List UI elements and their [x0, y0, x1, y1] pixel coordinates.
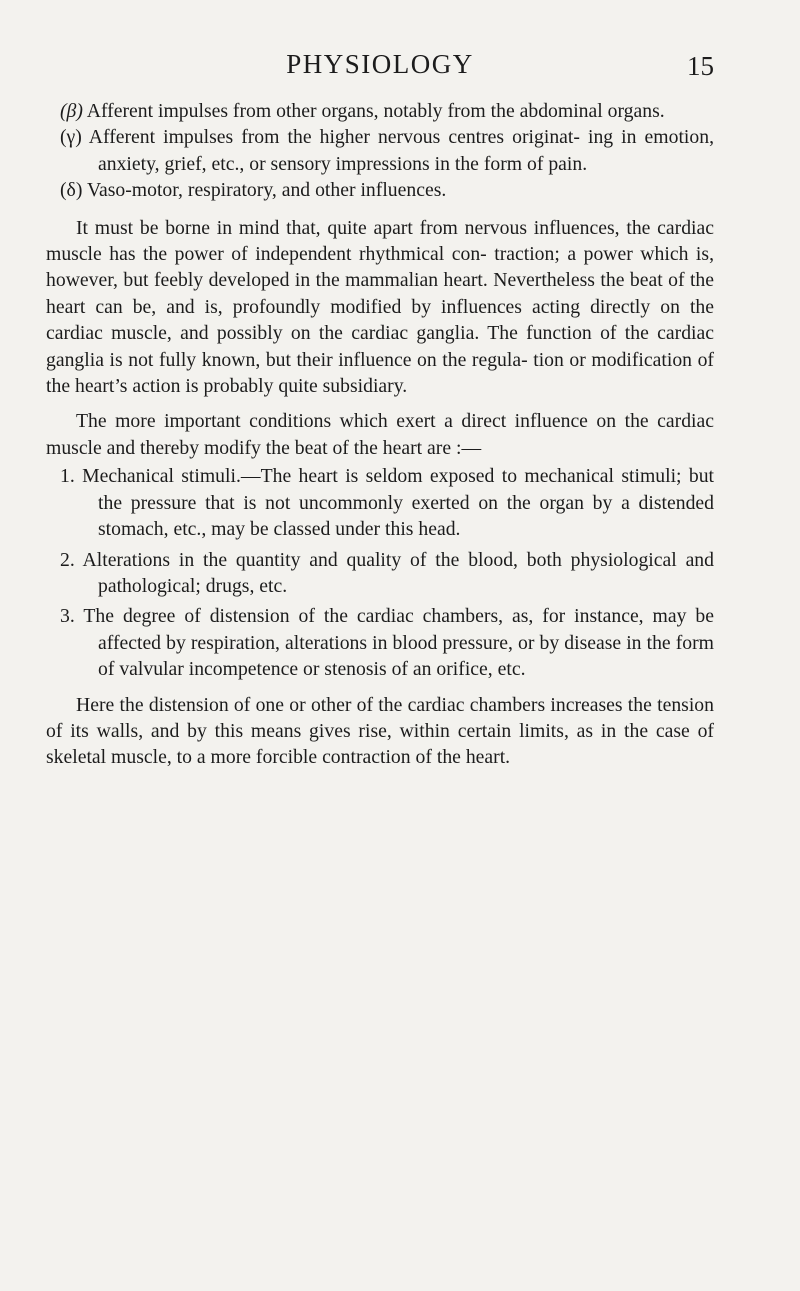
greek-item-label: (β) [60, 100, 83, 122]
numbered-item-text: Alterations in the quantity and quality of the blood, both physiological and pathological; drugs, etc. [82, 548, 714, 597]
numbered-item-label: 2. [60, 548, 75, 571]
greek-item-text: Vaso-motor, respiratory, and other influences. [86, 179, 447, 202]
paragraph-distension: Here the distension of one or other of the cardiac chambers increases the tension of its walls, and by this means gives rise, within certain limits, as in the case of skeletal muscle, to a more forcible contraction of the heart. [46, 693, 714, 769]
running-head [46, 44, 714, 84]
numbered-item-text: The degree of distension of the cardiac chambers, as, for instance, may be affected by respiration, alterations in blood pressure, or by disease in the form of valvular incompetence or stenosis of an orifice, etc. [83, 605, 714, 681]
numbered-item-label: 1. [60, 465, 75, 488]
page-number: 15 [687, 51, 714, 81]
numbered-item-label: 3. [60, 605, 75, 628]
numbered-item-text: Mechanical stimuli.—The heart is seldom exposed to mechanical stimuli; but the pressure that is not uncommonly exerted on the organ by a distended stomach, etc., may be classed under this head. [82, 465, 715, 541]
greek-list-item-gamma [46, 124, 714, 177]
numbered-item-1 [46, 463, 714, 542]
paragraph-conditions-intro: The more important conditions which exert a direct influence on the cardiac muscle and thereby modify the beat of the heart are :— [46, 410, 714, 459]
greek-item-label: (δ) [60, 179, 83, 202]
greek-item-label: (γ) [60, 126, 82, 149]
paragraph-cardiac-muscle: It must be borne in mind that, quite apart from nervous influences, the cardiac muscle has the power of independent rhythmical con- traction; a power which is, however, but feebly developed in the mammalian heart. Nevertheless the beat of the heart can be, and is, profoundly modified by influences acting directly on the cardiac muscle, and possibly on the cardiac ganglia. The function of the cardiac ganglia is not fully known, but their influence on the regula- tion or modification of the heart’s action is probably quite subsidiary. [46, 216, 714, 398]
running-title: PHYSIOLOGY [286, 49, 474, 79]
greek-item-text: Afferent impulses from other organs, notably from the abdominal organs. [86, 100, 665, 122]
numbered-item-3 [46, 603, 714, 682]
greek-list-item-delta [46, 177, 714, 203]
body-text [46, 98, 714, 771]
greek-item-text: Afferent impulses from the higher nervous centres originat- ing in emotion, anxiety, grief, etc., or sensory impressions in the form of pain. [88, 126, 714, 175]
numbered-item-2 [46, 547, 714, 600]
greek-list-item-beta [46, 98, 714, 124]
